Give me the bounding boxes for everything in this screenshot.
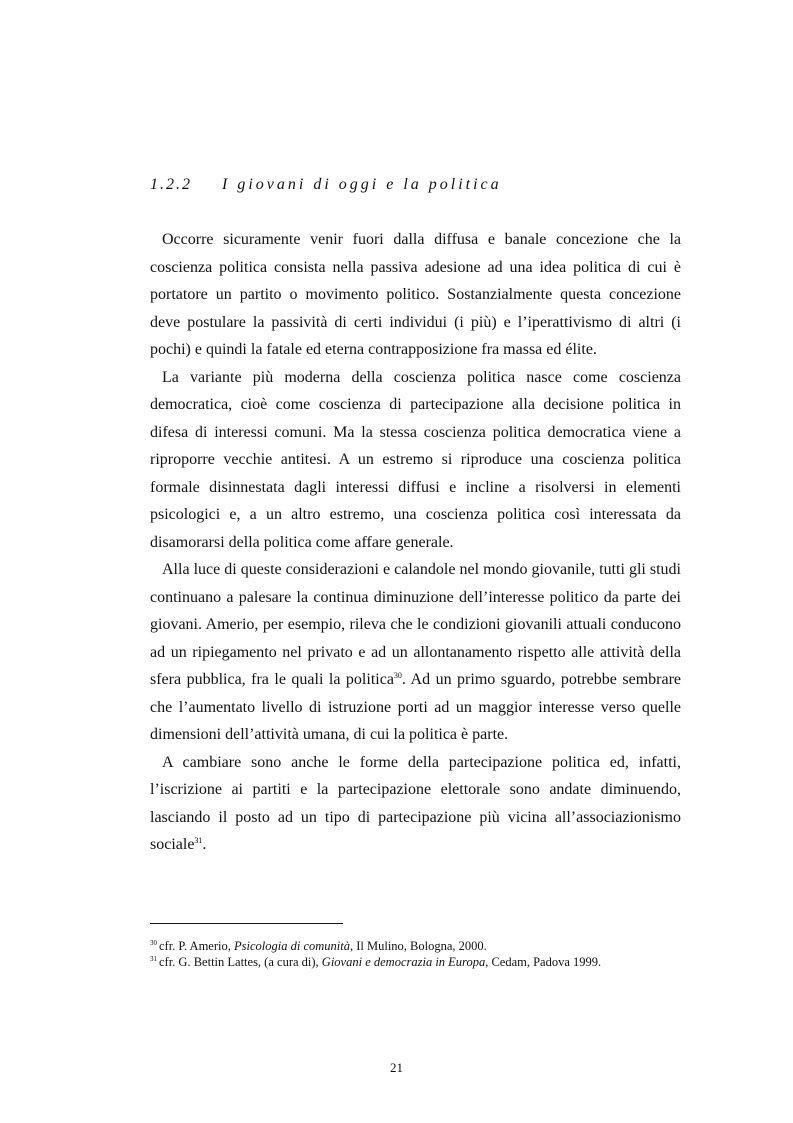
footnote-31 <box>150 954 690 970</box>
footnote-text: cfr. P. Amerio, <box>159 939 234 953</box>
footnote-separator <box>150 923 343 924</box>
paragraph-4-text-end: . <box>202 836 207 853</box>
footnote-number: 30 <box>150 939 157 947</box>
paragraph-3-text: Alla luce di queste considerazioni e calandole nel mondo giovanile, tutti gli studi continuano a palesare la continua diminuzione dell’interesse politico da parte dei giovani. Amerio, per esempio, rileva che le condizioni giovanili attuali conducono ad un ripiegamento nel privato e ad un allontanamento rispetto alle attività della sfera pubblica, fra le quali la politica <box>150 561 681 688</box>
paragraph-3-text-end: . Ad un primo sguardo, potrebbe sembrare che l’aumentato livello di istruzione porti ad un maggior interesse verso quelle dimensioni dell’attività umana, di cui la politica è parte. <box>150 671 681 743</box>
section-heading <box>150 176 502 194</box>
section-number: 1.2.2 <box>150 176 192 193</box>
paragraph-3 <box>150 556 681 749</box>
paragraph-4-text: A cambiare sono anche le forme della partecipazione politica ed, infatti, l’iscrizione ai partiti e la partecipazione elettorale sono andate diminuendo, lasciando il posto ad un tipo di partecipazione più vicina all’associazionismo sociale <box>150 753 681 853</box>
paragraph-2: La variante più moderna della coscienza politica nasce come coscienza democratica, cioè come coscienza di partecipazione alla decisione politica in difesa di interessi comuni. Ma la stessa coscienza politica democratica viene a riproporre vecchie antitesi. A un estremo si riproduce una coscienza politica formale disinnestata dagli interessi diffusi e incline a risolversi in elementi psicologici e, a un altro estremo, una coscienza politica così interessata da disamorarsi della politica come affare generale. <box>150 368 681 551</box>
section-title: I giovani di oggi e la politica <box>222 176 502 193</box>
footnote-text-end: , Il Mulino, Bologna, 2000. <box>349 939 487 953</box>
page-number: 21 <box>390 1060 403 1075</box>
footnote-ref-31[interactable]: 31 <box>194 836 203 845</box>
footnote-book-title: Psicologia di comunità <box>234 939 350 953</box>
footnote-30 <box>150 938 690 954</box>
footnote-book-title: Giovani e democrazia in Europa <box>321 955 486 969</box>
footnote-number: 31 <box>150 955 157 963</box>
body-text <box>150 226 681 859</box>
paragraph-1: Occorre sicuramente venir fuori dalla diffusa e banale concezione che la coscienza politica consista nella passiva adesione ad una idea politica di cui è portatore un partito o movimento politico. Sostanzialmente questa concezione deve postulare la passività di certi individui (i più) e l’iperattivismo di altri (i pochi) e quindi la fatale ed eterna contrapposizione fra massa ed élite. <box>150 231 681 358</box>
paragraph-4 <box>150 749 681 859</box>
footnote-text: cfr. G. Bettin Lattes, (a cura di), <box>159 955 322 969</box>
footnote-ref-30[interactable]: 30 <box>393 671 402 680</box>
footnote-text-end: , Cedam, Padova 1999. <box>485 955 602 969</box>
footnotes <box>150 938 690 970</box>
